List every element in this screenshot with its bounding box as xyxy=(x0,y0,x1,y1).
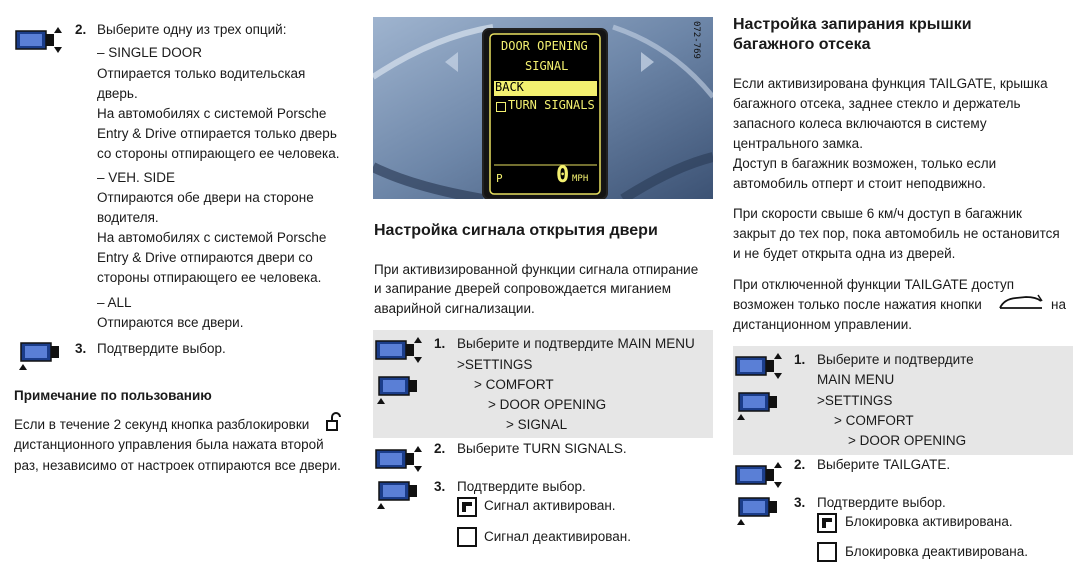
state-label: Сигнал деактивирован. xyxy=(484,529,631,544)
checkbox-checked-icon xyxy=(817,513,837,533)
text-line: Entry & Drive отпирается только дверь xyxy=(97,126,337,141)
step-number: 2. xyxy=(434,441,446,456)
state-label: Блокировка деактивирована. xyxy=(845,544,1028,559)
text-line: Если активизирована функция TAILGATE, крышка xyxy=(733,76,1048,91)
display-speed-unit: MPH xyxy=(572,174,589,184)
text-line: дистанционного управления была нажата второй xyxy=(14,437,324,452)
instrument-display-image xyxy=(373,17,713,199)
display-checkbox-icon xyxy=(496,102,506,112)
text-line: Если в течение 2 секунд кнопка разблокировки xyxy=(14,417,310,432)
text-line: запасного колеса включаются в систему xyxy=(733,116,987,131)
step-number: 1. xyxy=(434,336,446,351)
control-lever-press-icon xyxy=(15,340,63,372)
control-lever-updown-icon xyxy=(735,351,783,381)
text-line: возможен только после нажатия кнопки xyxy=(733,297,982,312)
menu-path: > SIGNAL xyxy=(506,417,568,432)
checkbox-unchecked-icon xyxy=(457,527,477,547)
step-number: 3. xyxy=(434,479,446,494)
display-gear: P xyxy=(496,172,503,185)
step-number: 1. xyxy=(794,352,806,367)
text-line: Отпираются все двери. xyxy=(97,315,244,330)
display-speed: 0 xyxy=(556,163,570,188)
section-heading: Настройка сигнала открытия двери xyxy=(374,222,658,239)
display-title: DOOR OPENING xyxy=(501,39,588,53)
menu-path: > COMFORT xyxy=(834,413,914,428)
step-text: Выберите одну из трех опций: xyxy=(97,22,287,37)
control-lever-press-icon xyxy=(373,479,421,511)
section-heading: багажного отсека xyxy=(733,36,871,53)
option-title: – SINGLE DOOR xyxy=(97,45,203,60)
option-title: – VEH. SIDE xyxy=(97,170,176,185)
text-line: Entry & Drive отпираются двери со xyxy=(97,250,313,265)
step-text: Выберите TAILGATE. xyxy=(817,457,951,472)
figure-code: 072-769 xyxy=(691,21,701,59)
text-line: дистанционном управлении. xyxy=(733,317,913,332)
state-label: Блокировка активирована. xyxy=(845,514,1013,529)
text-line: закрыт до тех пор, пока автомобиль не остановится xyxy=(733,226,1060,241)
car-trunk-icon xyxy=(998,291,1044,313)
step-text: Выберите TURN SIGNALS. xyxy=(457,441,627,456)
text-line: дверь. xyxy=(97,86,138,101)
display-back-item: BACK xyxy=(495,80,524,94)
menu-path: > DOOR OPENING xyxy=(848,433,967,448)
checkbox-checked-icon xyxy=(457,497,477,517)
checkbox-unchecked-icon xyxy=(817,542,837,562)
control-lever-press-icon xyxy=(373,374,421,406)
control-lever-updown-icon xyxy=(375,335,423,365)
step-text: Подтвердите выбор. xyxy=(97,341,226,356)
note-title: Примечание по пользованию xyxy=(14,388,212,403)
text-line: и не будет открыта одна из дверей. xyxy=(733,246,956,261)
text-line: Отпирается только водительская xyxy=(97,66,306,81)
text-line: стороны отпирающего ее человека. xyxy=(97,270,322,285)
text-line: водителя. xyxy=(97,210,159,225)
step-number: 2. xyxy=(75,22,87,37)
text-line: со стороны отпирающего ее человека. xyxy=(97,146,340,161)
text-line: Отпираются обе двери на стороне xyxy=(97,190,314,205)
menu-path: >SETTINGS xyxy=(457,357,533,372)
text-line: багажного отсека, заднее стекло и держатель xyxy=(733,96,1021,111)
state-label: Сигнал активирован. xyxy=(484,498,616,513)
unlock-icon xyxy=(326,412,342,432)
display-title: SIGNAL xyxy=(525,59,569,73)
control-lever-press-icon xyxy=(733,495,781,527)
text-line: аварийной сигнализации. xyxy=(374,301,535,316)
text-line: Доступ в багажник возможен, только если xyxy=(733,156,997,171)
menu-path: > COMFORT xyxy=(474,377,554,392)
control-lever-press-icon xyxy=(733,390,781,422)
step-number: 3. xyxy=(75,341,87,356)
menu-path: > DOOR OPENING xyxy=(488,397,607,412)
step-text: Подтвердите выбор. xyxy=(457,479,586,494)
text-line: центрального замка. xyxy=(733,136,863,151)
text-line: При активизированной функции сигнала отпирание xyxy=(374,262,699,277)
text-line: и запирание дверей сопровождается миганием xyxy=(374,281,671,296)
menu-path: MAIN MENU xyxy=(817,372,895,387)
section-heading: Настройка запирания крышки xyxy=(733,16,972,33)
menu-path: >SETTINGS xyxy=(817,393,893,408)
text-line: на xyxy=(1051,297,1066,312)
text-line: На автомобилях с системой Porsche xyxy=(97,230,327,245)
text-line: раз, независимо от настроек отпираются все двери. xyxy=(14,458,341,473)
control-lever-updown-icon xyxy=(735,460,783,490)
display-menu-item: TURN SIGNALS xyxy=(508,98,595,112)
control-lever-updown-icon xyxy=(375,444,423,474)
step-number: 2. xyxy=(794,457,806,472)
step-text: Выберите и подтвердите MAIN MENU xyxy=(457,336,695,351)
step-text: Выберите и подтвердите xyxy=(817,352,974,367)
text-line: При скорости свыше 6 км/ч доступ в багажник xyxy=(733,206,1022,221)
step-number: 3. xyxy=(794,495,806,510)
option-title: – ALL xyxy=(97,295,132,310)
text-line: На автомобилях с системой Porsche xyxy=(97,106,327,121)
step-text: Подтвердите выбор. xyxy=(817,495,946,510)
control-lever-updown-icon xyxy=(15,25,63,55)
text-line: автомобиль отперт и стоит неподвижно. xyxy=(733,176,986,191)
text-line: При отключенной функции TAILGATE доступ xyxy=(733,277,1015,292)
